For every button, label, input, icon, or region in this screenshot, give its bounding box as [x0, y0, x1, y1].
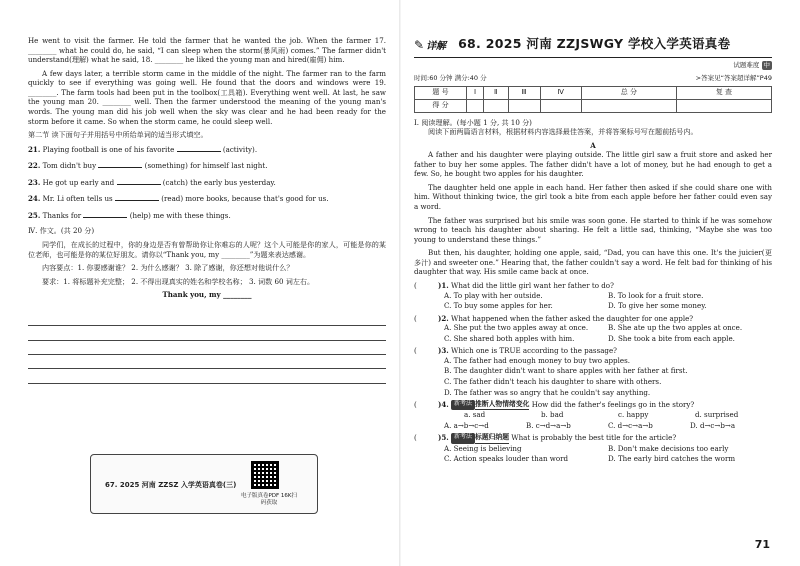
- writing-area[interactable]: [28, 312, 386, 384]
- question-2-options: [444, 323, 772, 343]
- option-a: A. Seeing is believing: [444, 443, 522, 453]
- score-input-cell[interactable]: [467, 99, 484, 112]
- fill-item-21: [28, 144, 386, 155]
- section-2-title: 第二节 读下面句子并用括号中所给单词的适当形式填空。: [28, 130, 208, 140]
- answer-blank[interactable]: [117, 177, 161, 185]
- mood-item: c. happy: [618, 410, 649, 420]
- question-number: )3.: [438, 346, 449, 356]
- question-type-label: 推断人物情绪变化: [475, 400, 529, 410]
- option-c: C. The father didn't teach his daughter to share with others.: [444, 377, 662, 387]
- question-text: What did the little girl want her father to do?: [451, 280, 614, 290]
- score-input-cell[interactable]: [676, 99, 771, 112]
- essay-title: Thank you, my ________: [162, 290, 252, 300]
- answer-paren[interactable]: (: [414, 433, 417, 443]
- answer-blank[interactable]: [115, 193, 159, 201]
- item-text-after: (activity).: [222, 144, 258, 154]
- question-type-label: 标题归纳题: [475, 433, 509, 443]
- fill-in-items: [28, 144, 386, 221]
- qr-promo-box: [90, 454, 318, 514]
- brand-logo: [414, 37, 446, 54]
- question-3-options: [444, 356, 772, 397]
- answer-reference: >答案见“答案超详解”P49: [695, 73, 772, 82]
- passage-a-paragraph: The daughter held one apple in each hand. Her father then asked if she could share one with him. Without thinking twice, the girl took a bite from each apple before her father could even say a word.: [414, 182, 772, 212]
- exam-header: [414, 30, 772, 58]
- score-cell: Ⅳ: [540, 86, 581, 99]
- option-d: D. She took a bite from each apple.: [608, 333, 735, 343]
- question-2: [414, 314, 772, 324]
- option-b: B. The daughter didn't want to share apples with her father at first.: [444, 366, 688, 376]
- fill-item-23: [28, 177, 386, 188]
- question-text: How did the father's feelings go in the story?: [531, 400, 695, 410]
- question-5: [414, 433, 772, 443]
- score-cell: Ⅲ: [508, 86, 540, 99]
- score-cell: 题 号: [415, 86, 467, 99]
- writing-line[interactable]: [28, 326, 386, 340]
- item-text-before: Thanks for: [42, 210, 82, 220]
- score-cell: 得 分: [415, 99, 467, 112]
- section-1-title: Ⅰ. 阅读理解。(每小题 1 分, 共 10 分): [414, 117, 532, 127]
- score-input-cell[interactable]: [483, 99, 508, 112]
- score-cell: 复 查: [676, 86, 771, 99]
- option-d: D. The early bird catches the worm: [608, 454, 736, 464]
- answer-blank[interactable]: [98, 160, 142, 168]
- question-1: [414, 281, 772, 291]
- question-4-options: [444, 421, 772, 431]
- option-b: B. c→d→a→b: [526, 420, 571, 430]
- answer-blank[interactable]: [177, 144, 221, 152]
- answer-blank[interactable]: [83, 210, 127, 218]
- answer-paren[interactable]: (: [414, 400, 417, 410]
- item-text-before: Playing football is one of his favorite: [42, 144, 175, 154]
- mood-item: d. surprised: [695, 410, 739, 420]
- exam-title: 68. 2025 河南 ZZJSWGY 学校入学英语真卷: [458, 36, 731, 52]
- passage-a-paragraph: The father was surprised but his smile was soon gone. He started to think if he was somehow wrong to teach his daughter about sharing. He felt a little sad, thinking, “Maybe she was too young to understand these things.”: [414, 215, 772, 244]
- mood-item: b. bad: [541, 410, 564, 420]
- option-a: A. The father had enough money to buy two apples.: [444, 355, 630, 365]
- score-cell: Ⅰ: [467, 86, 484, 99]
- item-number: 25.: [28, 210, 41, 220]
- option-c: C. To buy some apples for her.: [444, 301, 553, 311]
- question-number: )2.: [438, 313, 449, 323]
- right-page: [400, 0, 800, 566]
- brand-text: 详解: [426, 40, 447, 52]
- question-number: )4.: [438, 400, 449, 410]
- item-number: 24.: [28, 194, 41, 204]
- passage-paragraph-2: A few days later, a terrible storm came in the middle of the night. The farmer ran to the farm quickly to see if everything was going well. He found that the doors and windows were 19. ________. The farm tools had been put in the toolbox(工具箱). Everything went well. At last, he saw the young man 20. ________ well. Then the farmer understood the meaning of the young man's words. The young man did his job well when the sky was clear and he had been ready for the storm before it came. So when the storm came, he could sleep well.: [28, 68, 386, 126]
- item-number: 21.: [28, 144, 41, 154]
- item-number: 22.: [28, 161, 41, 171]
- option-d: D. To give her some money.: [608, 301, 707, 311]
- option-b: B. To look for a fruit store.: [608, 290, 704, 300]
- option-a: A. a→b→c→d: [444, 420, 489, 430]
- score-table-header-row: [415, 86, 772, 99]
- answer-paren[interactable]: (: [414, 280, 417, 290]
- score-input-cell[interactable]: [508, 99, 540, 112]
- new-format-badge: 新考法: [451, 433, 475, 443]
- question-text: What happened when the father asked the daughter for one apple?: [451, 313, 694, 323]
- question-number: )1.: [438, 280, 449, 290]
- new-format-badge: 新考法: [451, 400, 475, 410]
- mood-item: a. sad: [464, 410, 486, 420]
- promo-title: 67. 2025 河南 ZZSZ 入学英语真卷(三): [105, 481, 237, 489]
- answer-paren[interactable]: (: [414, 346, 417, 356]
- score-input-cell[interactable]: [581, 99, 676, 112]
- essay-prompt: 同学们，在成长的过程中，你的身边是否有曾帮助你让你难忘的人呢？这个人可能是你的家人，可能是你的某位老师，也可能是你的某位好朋友。请你以“Thank you, my ________”为题来表达感谢。: [28, 240, 386, 259]
- fill-item-25: [28, 210, 386, 221]
- question-5-options: [444, 444, 772, 464]
- writing-line[interactable]: [28, 341, 386, 355]
- passage-a-paragraph: But then, his daughter, holding one apple, said, “Dad, you can have this one. It's the juicier(更多汁) and sweeter one.” Hearing that, the father couldn't say a word. He felt bad for thinking of his daughter that way. His smile came back at once.: [414, 248, 772, 277]
- option-b: B. Don't make decisions too early: [608, 443, 729, 453]
- essay-points: 内容要点：1. 你要感谢谁？ 2. 为什么感谢？ 3. 除了感谢，你还想对他说什么？: [42, 263, 294, 273]
- essay-requirements: 要求：1. 将标题补充完整； 2. 不得出现真实的姓名和学校名称； 3. 词数 60 词左右。: [42, 276, 315, 286]
- qr-caption: 电子版真卷PDF 16K扫码获取: [240, 493, 298, 506]
- score-cell: 总 分: [581, 86, 676, 99]
- passage-a-paragraph: A father and his daughter were playing outside. The little girl saw a fruit store and asked her father to buy her some apples. The father didn't have a lot of money, but he had enough to get a few. So, he bought two apples for his daughter.: [414, 150, 772, 179]
- item-text-before: Mr. Li often tells us: [42, 194, 113, 204]
- answer-paren[interactable]: (: [414, 313, 417, 323]
- brand-icon: ✎: [414, 37, 425, 52]
- passage-label: A: [590, 140, 596, 150]
- question-1-options: [444, 291, 772, 311]
- item-text-before: Tom didn't buy: [42, 161, 97, 171]
- page-number: 71: [754, 538, 770, 551]
- question-4-moods: [464, 410, 772, 420]
- question-3: [414, 346, 772, 356]
- exam-meta: [414, 74, 772, 83]
- option-c: C. d→c→a→b: [608, 420, 653, 430]
- section-4-title: Ⅳ. 作文。(共 20 分): [28, 226, 95, 236]
- question-number: )5.: [438, 433, 449, 443]
- option-c: C. Action speaks louder than word: [444, 454, 569, 464]
- option-c: C. She shared both apples with him.: [444, 333, 575, 343]
- writing-line[interactable]: [28, 312, 386, 326]
- time-info: 时间:60 分钟 满分:40 分: [414, 73, 487, 82]
- option-b: B. She ate up the two apples at once.: [608, 323, 743, 333]
- item-text-after: (catch) the early bus yesterday.: [162, 177, 276, 187]
- score-input-cell[interactable]: [540, 99, 581, 112]
- item-text-after: (help) me with these things.: [129, 210, 231, 220]
- section-1-instructions: 阅读下面两篇语言材料，根据材料内容选择最佳答案，并将答案标号写在题前括号内。: [428, 127, 698, 137]
- passage-paragraph-1: He went to visit the farmer. He told the farmer that he wanted the job. When the farmer 17. ________ what he could do, he said, “I can sleep when the storm(暴风雨) comes.” The farmer didn't understand(理解) what he said, 18. ________ he liked the young man and hired(雇佣) him.: [28, 36, 386, 65]
- question-text: What is probably the best title for the article?: [511, 433, 677, 443]
- option-d: D. The father was so angry that he couldn't say anything.: [444, 387, 651, 397]
- question-text: Which one is TRUE according to the passage?: [451, 346, 617, 356]
- item-number: 23.: [28, 177, 41, 187]
- question-4: [414, 400, 772, 410]
- option-d: D. d→c→b→a: [690, 420, 736, 430]
- item-text-after: (read) more books, because that's good for us.: [161, 194, 329, 204]
- difficulty-indicator: [414, 61, 772, 70]
- score-cell: Ⅱ: [483, 86, 508, 99]
- difficulty-label: 试题难度: [733, 61, 760, 69]
- option-a: A. She put the two apples away at once.: [444, 323, 589, 333]
- item-text-after: (something) for himself last night.: [144, 161, 268, 171]
- item-text-before: He got up early and: [42, 177, 115, 187]
- option-a: A. To play with her outside.: [444, 290, 543, 300]
- writing-line[interactable]: [28, 355, 386, 369]
- score-table-score-row: [415, 99, 772, 112]
- fill-item-24: [28, 193, 386, 204]
- qr-code-icon[interactable]: [251, 461, 279, 489]
- writing-line[interactable]: [28, 369, 386, 383]
- fill-item-22: [28, 160, 386, 171]
- score-table: [414, 86, 772, 113]
- difficulty-badge: 中: [763, 61, 770, 69]
